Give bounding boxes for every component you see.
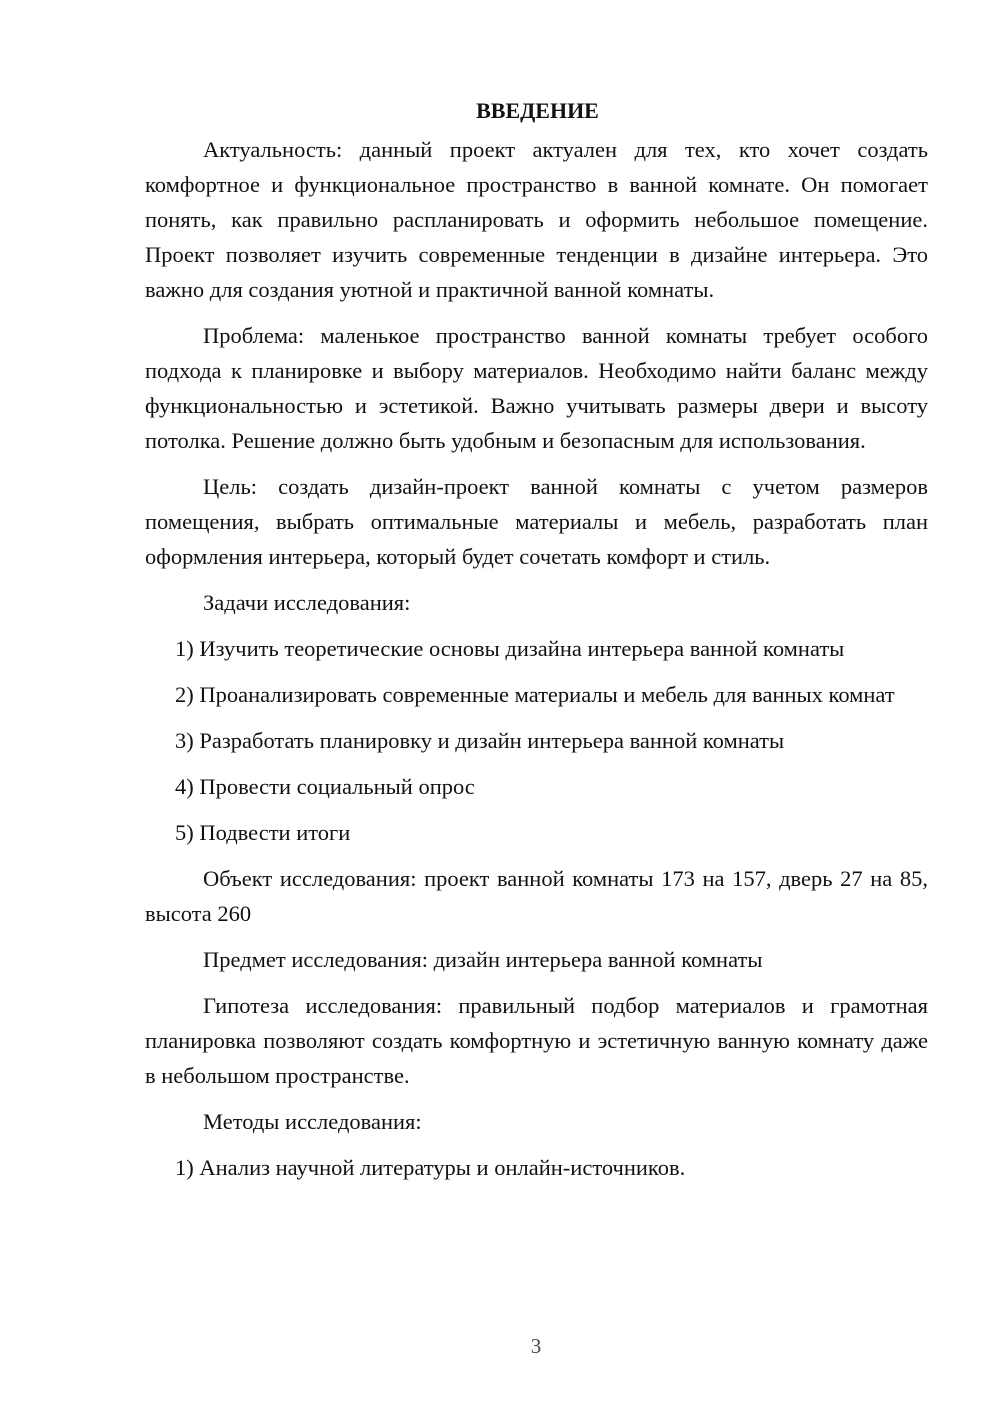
relevance-paragraph: Актуальность: данный проект актуален для тех, кто хочет создать комфортное и функциональное пространство в ванной комнате. Он помогает понять, как правильно распланировать и оформить небольшое помещение. Проект позволяет изучить современные тенденции в дизайне интерьера. Это важно для создания уютной и практичной ванной комнаты. — [145, 137, 928, 302]
object-paragraph: Объект исследования: проект ванной комнаты 173 на 157, дверь 27 на 85, высота 260 — [145, 866, 928, 926]
method-item: 1) Анализ научной литературы и онлайн-источников. — [175, 1155, 686, 1180]
task-item: 5) Подвести итоги — [175, 820, 351, 845]
tasks-title: Задачи исследования: — [203, 590, 411, 615]
task-item: 1) Изучить теоретические основы дизайна интерьера ванной комнаты — [175, 636, 845, 661]
page-number: 3 — [530, 1334, 542, 1358]
hypothesis-paragraph: Гипотеза исследования: правильный подбор материалов и грамотная планировка позволяют создать комфортную и эстетичную ванную комнату даже в небольшом пространстве. — [145, 993, 928, 1088]
task-item: 2) Проанализировать современные материалы и мебель для ванных комнат — [175, 682, 895, 707]
goal-paragraph: Цель: создать дизайн-проект ванной комнаты с учетом размеров помещения, выбрать оптимальные материалы и мебель, разработать план оформления интерьера, который будет сочетать комфорт и стиль. — [145, 474, 928, 569]
problem-paragraph: Проблема: маленькое пространство ванной комнаты требует особого подхода к планировке и выбору материалов. Необходимо найти баланс между функциональностью и эстетикой. Важно учитывать размеры двери и высоту потолка. Решение должно быть удобным и безопасным для использования. — [145, 323, 928, 453]
task-item: 3) Разработать планировку и дизайн интерьера ванной комнаты — [175, 728, 785, 753]
page-content — [145, 94, 928, 1196]
methods-title: Методы исследования: — [203, 1109, 422, 1134]
section-heading: ВВЕДЕНИЕ — [476, 98, 599, 123]
subject-paragraph: Предмет исследования: дизайн интерьера ванной комнаты — [203, 947, 763, 972]
task-item: 4) Провести социальный опрос — [175, 774, 475, 799]
